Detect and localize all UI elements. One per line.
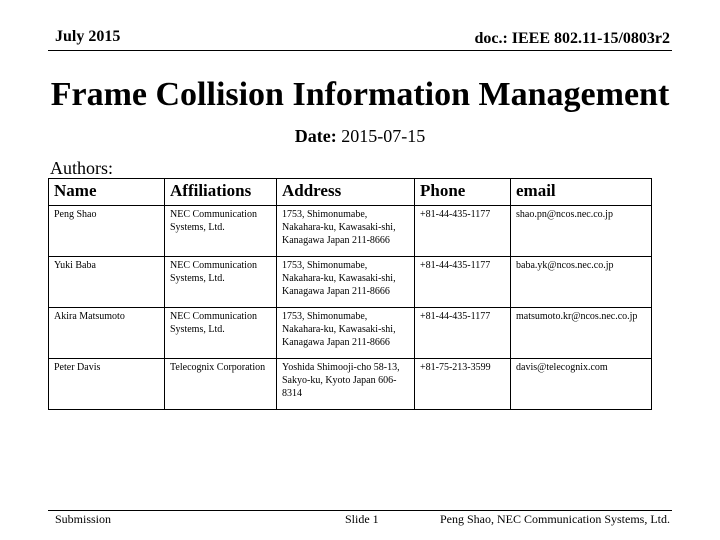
cell-phone: +81-44-435-1177	[415, 257, 511, 308]
cell-email: baba.yk@ncos.nec.co.jp	[511, 257, 652, 308]
cell-email: davis@telecognix.com	[511, 359, 652, 410]
cell-address: Yoshida Shimooji-cho 58-13, Sakyo-ku, Kyoto Japan 606-8314	[277, 359, 415, 410]
cell-affiliation: Telecognix Corporation	[165, 359, 277, 410]
slide-title: Frame Collision Information Management	[50, 76, 670, 113]
cell-name: Peter Davis	[49, 359, 165, 410]
date-value: 2015-07-15	[341, 126, 426, 146]
authors-label: Authors:	[50, 158, 113, 178]
cell-affiliation: NEC Communication Systems, Ltd.	[165, 308, 277, 359]
date-label: Date:	[294, 126, 337, 146]
footer-divider	[48, 510, 672, 511]
cell-name: Akira Matsumoto	[49, 308, 165, 359]
cell-email: shao.pn@ncos.nec.co.jp	[511, 206, 652, 257]
cell-affiliation: NEC Communication Systems, Ltd.	[165, 206, 277, 257]
cell-name: Yuki Baba	[49, 257, 165, 308]
cell-address: 1753, Shimonumabe, Nakahara-ku, Kawasaki-shi, Kanagawa Japan 211-8666	[277, 257, 415, 308]
cell-phone: +81-44-435-1177	[415, 206, 511, 257]
date-line	[0, 126, 720, 147]
cell-name: Peng Shao	[49, 206, 165, 257]
table-header-row	[49, 179, 652, 206]
table-row	[49, 257, 652, 308]
header-doc-id: doc.: IEEE 802.11-15/0803r2	[474, 30, 670, 47]
table-row	[49, 308, 652, 359]
col-header-affiliations: Affiliations	[165, 179, 277, 206]
cell-phone: +81-44-435-1177	[415, 308, 511, 359]
header-divider	[48, 50, 672, 51]
cell-address: 1753, Shimonumabe, Nakahara-ku, Kawasaki-shi, Kanagawa Japan 211-8666	[277, 206, 415, 257]
cell-email: matsumoto.kr@ncos.nec.co.jp	[511, 308, 652, 359]
table-row	[49, 359, 652, 410]
col-header-email: email	[511, 179, 652, 206]
col-header-name: Name	[49, 179, 165, 206]
cell-phone: +81-75-213-3599	[415, 359, 511, 410]
cell-address: 1753, Shimonumabe, Nakahara-ku, Kawasaki-shi, Kanagawa Japan 211-8666	[277, 308, 415, 359]
cell-affiliation: NEC Communication Systems, Ltd.	[165, 257, 277, 308]
col-header-phone: Phone	[415, 179, 511, 206]
col-header-address: Address	[277, 179, 415, 206]
footer-slide-number: Slide 1	[345, 512, 379, 526]
footer-author: Peng Shao, NEC Communication Systems, Ltd.	[440, 512, 670, 526]
footer-submission: Submission	[55, 512, 112, 526]
table-row	[49, 206, 652, 257]
header-date: July 2015	[55, 28, 121, 45]
authors-table	[48, 178, 652, 410]
